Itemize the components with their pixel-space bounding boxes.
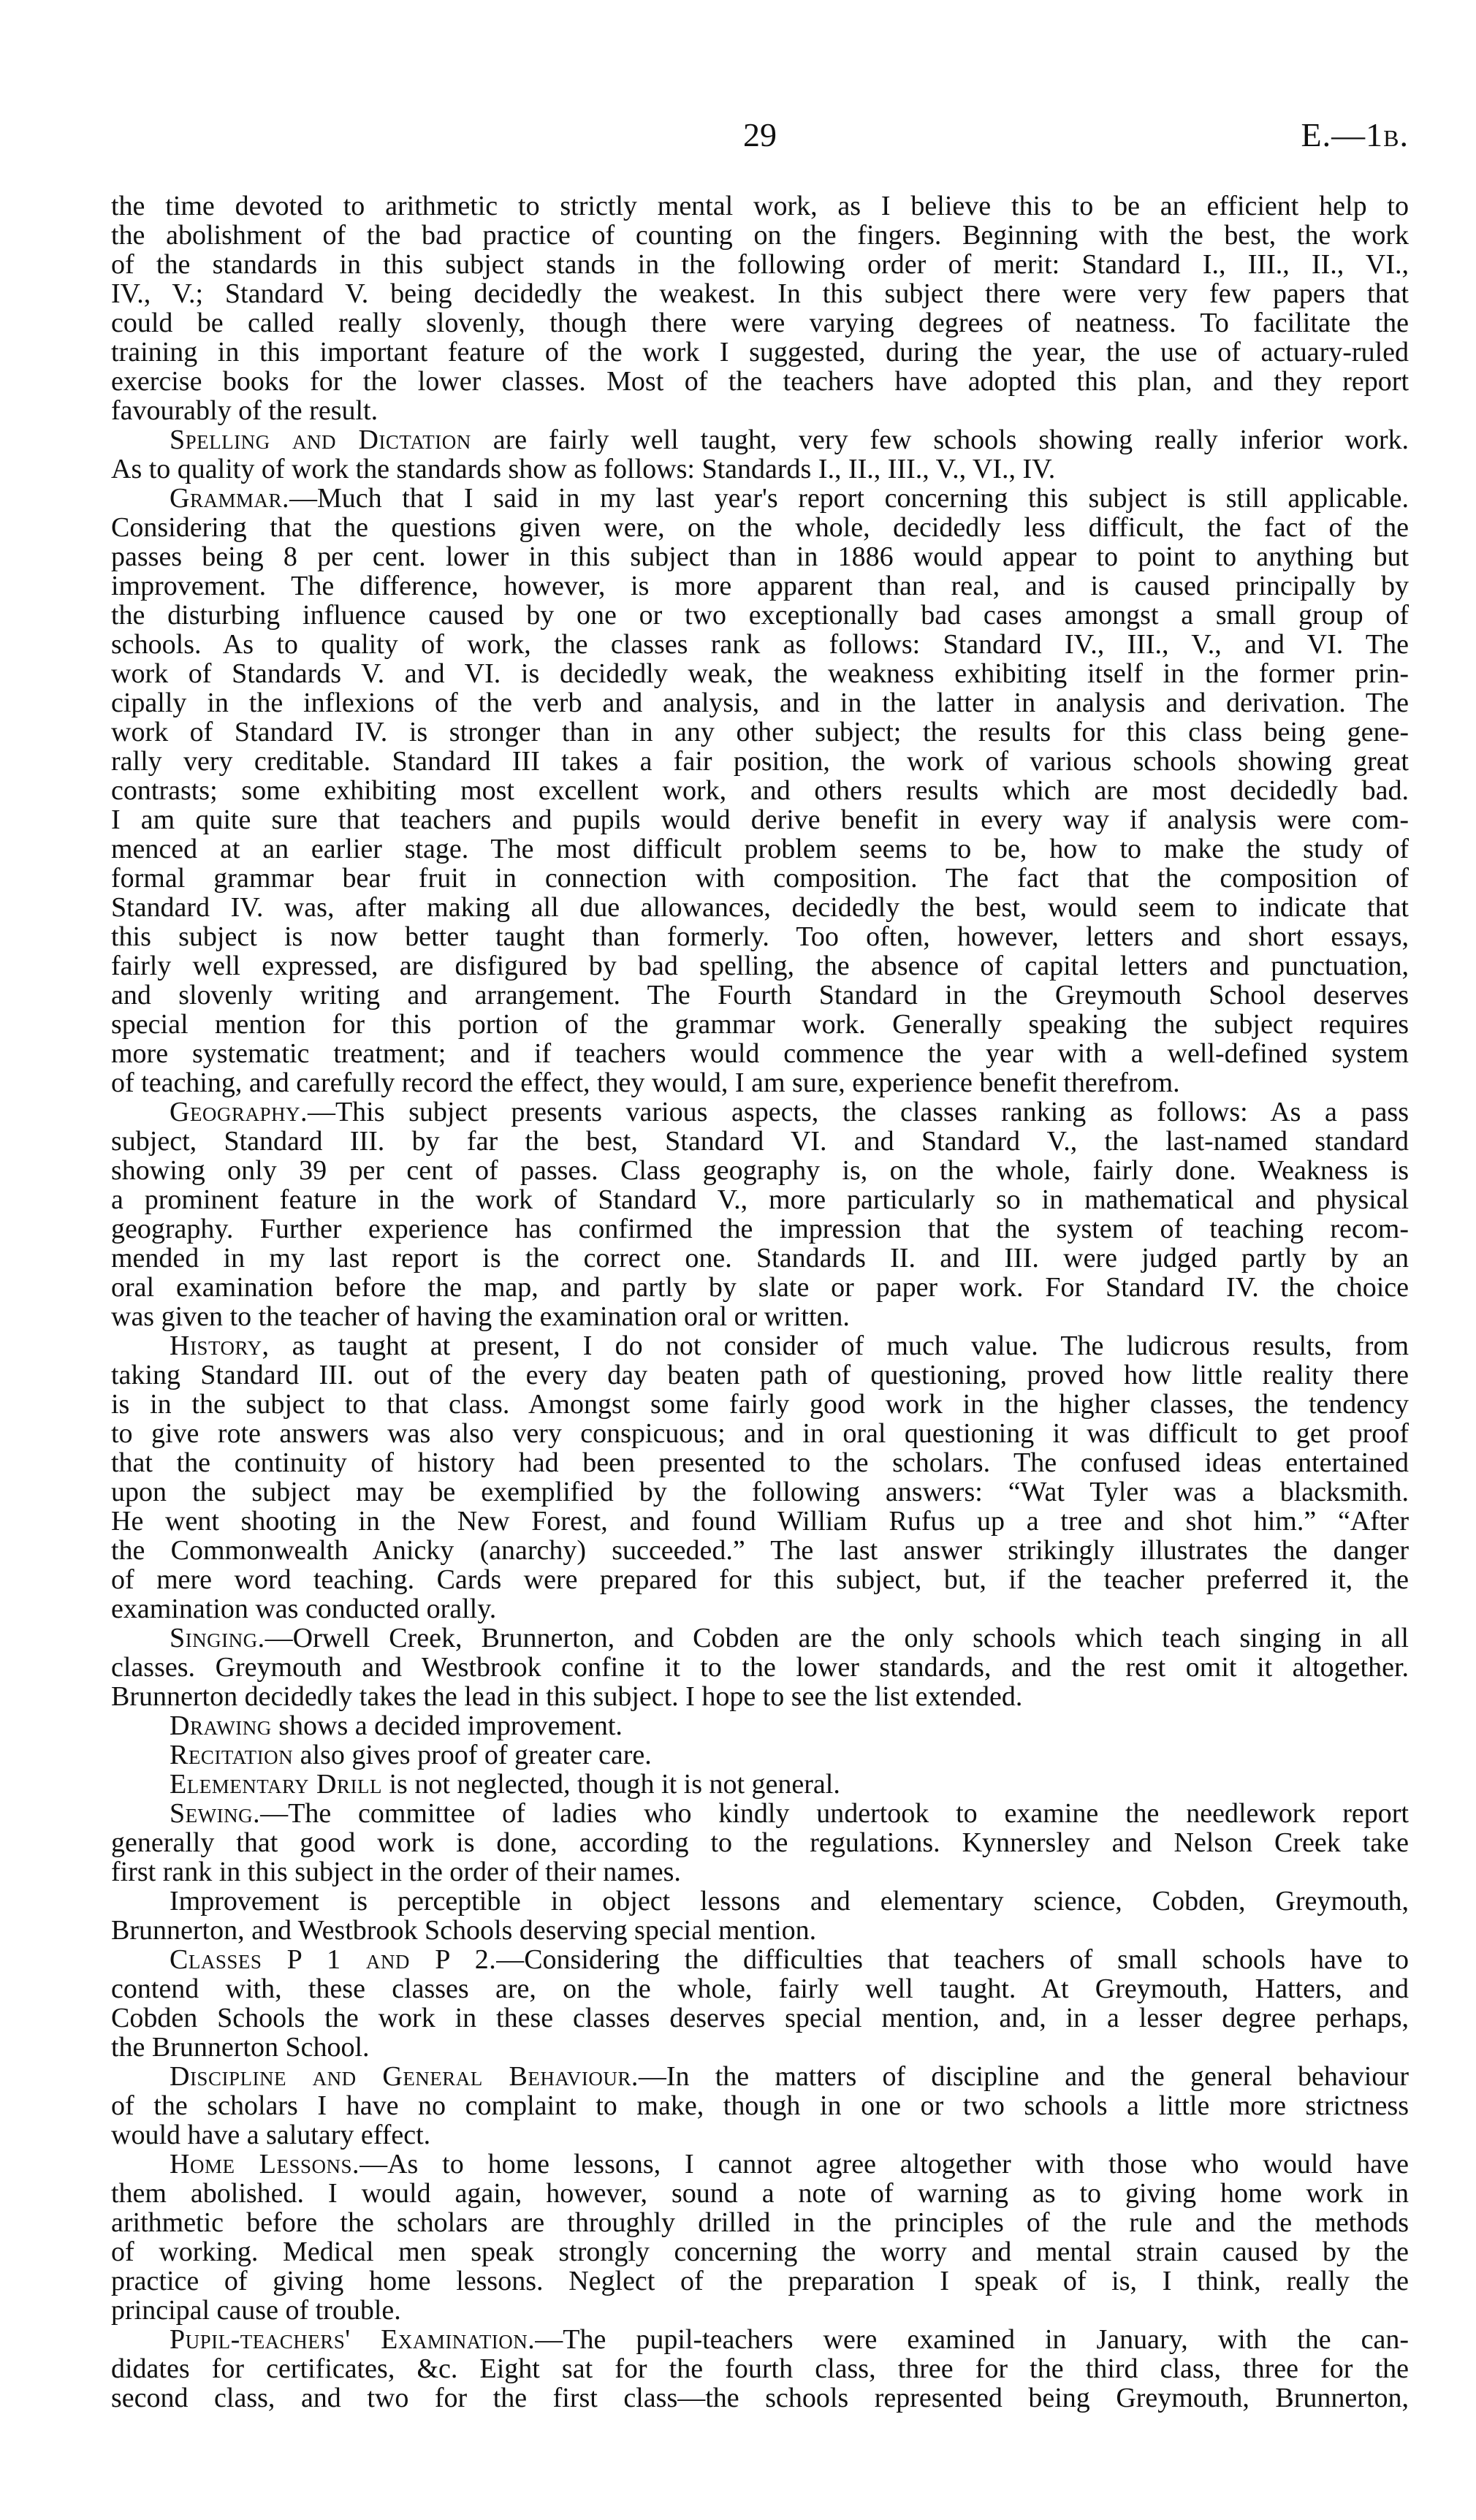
line-text: menced at an earlier stage. The most difficult problem seems to be, how to make the study of xyxy=(111,834,1409,864)
line-text: favourably of the result. xyxy=(111,395,378,426)
line-text: was given to the teacher of having the examination oral or written. xyxy=(111,1301,850,1332)
paragraph xyxy=(111,1887,1409,1945)
line-text: of teaching, and carefully record the effect, they would, I am sure, experience benefit therefrom. xyxy=(111,1067,1180,1098)
text-line xyxy=(111,513,1409,542)
line-text: could be called really slovenly, though there were varying degrees of neatness. To facilitate the xyxy=(111,308,1409,338)
section-heading: Spelling and Dictation xyxy=(170,425,471,455)
paragraph xyxy=(111,1740,1409,1770)
text-line xyxy=(111,1828,1409,1857)
text-line xyxy=(111,1507,1409,1536)
section-heading: Geography. xyxy=(170,1097,308,1127)
text-line xyxy=(111,1331,1409,1360)
text-line xyxy=(111,338,1409,367)
line-text: contrasts; some exhibiting most excellent work, and others results which are most decidedly bad. xyxy=(111,775,1409,806)
line-text: the Brunnerton School. xyxy=(111,2032,370,2063)
text-line xyxy=(111,659,1409,688)
text-line xyxy=(111,951,1409,981)
text-line xyxy=(111,1010,1409,1039)
line-text: second class, and two for the first class—the schools represented being Greymouth, Brunnerton, xyxy=(111,2383,1409,2413)
line-text: them abolished. I would again, however, sound a note of warning as to giving home work in xyxy=(111,2178,1409,2209)
text-line xyxy=(111,776,1409,805)
line-text: the Commonwealth Anicky (anarchy) succeeded.” The last answer strikingly illustrates the danger xyxy=(111,1535,1409,1566)
body-text xyxy=(111,191,1409,2413)
section-heading: Sewing. xyxy=(170,1798,261,1829)
line-text: improvement. The difference, however, is more apparent than real, and is caused principally by xyxy=(111,571,1409,601)
text-line xyxy=(111,1711,1409,1740)
text-line xyxy=(111,1214,1409,1244)
line-text: Brunnerton, and Westbrook Schools deserving special mention. xyxy=(111,1915,817,1946)
text-line xyxy=(111,1068,1409,1097)
line-text: examination was conducted orally. xyxy=(111,1594,497,1624)
section-heading: Pupil-teachers' Examination. xyxy=(170,2324,536,2355)
line-text: Brunnerton decidedly takes the lead in this subject. I hope to see the list extended. xyxy=(111,1681,1023,1712)
line-text: the time devoted to arithmetic to strictly mental work, as I believe this to be an efficient help to xyxy=(111,191,1409,221)
line-text: —In the matters of discipline and the general behaviour xyxy=(638,2061,1409,2092)
text-line xyxy=(111,1623,1409,1653)
text-line xyxy=(111,2383,1409,2413)
paragraph xyxy=(111,1799,1409,1887)
line-text: that the continuity of history had been presented to the scholars. The confused ideas entertained xyxy=(111,1447,1409,1478)
text-line xyxy=(111,1302,1409,1331)
line-text: schools. As to quality of work, the classes rank as follows: Standard IV., III., V., and VI. The xyxy=(111,629,1409,660)
text-line xyxy=(111,922,1409,951)
text-line xyxy=(111,1185,1409,1214)
line-text: —The committee of ladies who kindly undertook to examine the needlework report xyxy=(260,1798,1409,1829)
text-line xyxy=(111,893,1409,922)
text-line xyxy=(111,571,1409,601)
section-heading: Grammar. xyxy=(170,483,289,514)
line-text: cipally in the inflexions of the verb and analysis, and in the latter in analysis and derivation. The xyxy=(111,688,1409,718)
text-line xyxy=(111,1156,1409,1185)
text-line xyxy=(111,1653,1409,1682)
line-text: arithmetic before the scholars are throughly drilled in the principles of the rule and the methods xyxy=(111,2207,1409,2238)
text-line xyxy=(111,542,1409,571)
line-text: of the standards in this subject stands in the following order of merit: Standard I., III., II., VI., xyxy=(111,249,1409,280)
text-line xyxy=(111,279,1409,308)
line-text: contend with, these classes are, on the whole, fairly well taught. At Greymouth, Hatters, and xyxy=(111,1973,1409,2004)
section-heading: Drawing xyxy=(170,1710,272,1741)
text-line xyxy=(111,1273,1409,1302)
text-line xyxy=(111,1974,1409,2003)
line-text: As to quality of work the standards show as follows: Standards I., II., III., V., VI., IV. xyxy=(111,454,1056,484)
text-line xyxy=(111,805,1409,834)
line-text: would have a salutary effect. xyxy=(111,2120,431,2150)
paragraph xyxy=(111,1331,1409,1623)
line-text: —The pupil-teachers were examined in January, with the can- xyxy=(535,2324,1409,2355)
line-text: —Considering the difficulties that teachers of small schools have to xyxy=(496,1944,1410,1975)
text-line xyxy=(111,191,1409,221)
section-heading: History, xyxy=(170,1331,270,1361)
paragraph xyxy=(111,2150,1409,2325)
text-line xyxy=(111,864,1409,893)
text-line xyxy=(111,2120,1409,2150)
line-text: this subject is now better taught than formerly. Too often, however, letters and short essays, xyxy=(111,921,1409,952)
text-line xyxy=(111,747,1409,776)
section-heading: Home Lessons. xyxy=(170,2149,360,2180)
line-text: I am quite sure that teachers and pupils would derive benefit in every way if analysis were com- xyxy=(111,804,1409,835)
line-text: work of Standard IV. is stronger than in any other subject; the results for this class being gene- xyxy=(111,717,1409,747)
line-text: subject, Standard III. by far the best, Standard VI. and Standard V., the last-named standard xyxy=(111,1126,1409,1157)
line-text: IV., V.; Standard V. being decidedly the weakest. In this subject there were very few papers that xyxy=(111,278,1409,309)
line-text: Standard IV. was, after making all due allowances, decidedly the best, would seem to indicate that xyxy=(111,892,1409,923)
text-line xyxy=(111,1536,1409,1565)
line-text: of the scholars I have no complaint to make, though in one or two schools a little more strictness xyxy=(111,2090,1409,2121)
line-text: practice of giving home lessons. Neglect of the preparation I speak of is, I think, really the xyxy=(111,2266,1409,2296)
text-line xyxy=(111,2062,1409,2091)
section-heading: Recitation xyxy=(170,1740,294,1770)
line-text: showing only 39 per cent of passes. Class geography is, on the whole, fairly done. Weakness is xyxy=(111,1155,1409,1186)
text-line xyxy=(111,1916,1409,1945)
text-line xyxy=(111,1390,1409,1419)
line-text: of mere word teaching. Cards were prepared for this subject, but, if the teacher preferred it, the xyxy=(111,1564,1409,1595)
line-text: didates for certificates, &c. Eight sat for the fourth class, three for the third class, three for the xyxy=(111,2353,1409,2384)
text-line xyxy=(111,630,1409,659)
text-line xyxy=(111,425,1409,454)
text-line xyxy=(111,484,1409,513)
text-line xyxy=(111,981,1409,1010)
line-text: geography. Further experience has confirmed the impression that the system of teaching recom- xyxy=(111,1214,1409,1244)
line-text: more systematic treatment; and if teachers would commence the year with a well-defined system xyxy=(111,1038,1409,1069)
line-text: a prominent feature in the work of Standard V., more particularly so in mathematical and physical xyxy=(111,1184,1409,1215)
paragraph xyxy=(111,1770,1409,1799)
text-line xyxy=(111,2150,1409,2179)
paragraph xyxy=(111,1623,1409,1711)
line-text: training in this important feature of the work I suggested, during the year, the use of actuary-ruled xyxy=(111,337,1409,368)
text-line xyxy=(111,2325,1409,2354)
line-text: Cobden Schools the work in these classes deserves special mention, and, in a lesser degree perhaps, xyxy=(111,2003,1409,2033)
line-text: Considering that the questions given were, on the whole, decidedly less difficult, the fact of the xyxy=(111,512,1409,543)
text-line xyxy=(111,1244,1409,1273)
paragraph xyxy=(111,1945,1409,2062)
line-text: shows a decided improvement. xyxy=(271,1710,623,1741)
line-text: fairly well expressed, are disfigured by bad spelling, the absence of capital letters and punctuation, xyxy=(111,951,1409,981)
line-text: —Orwell Creek, Brunnerton, and Cobden are the only schools which teach singing in all xyxy=(265,1623,1409,1653)
document-reference: E.—1b. xyxy=(1301,116,1409,153)
section-heading: Classes P 1 and P 2. xyxy=(170,1944,497,1975)
line-text: first rank in this subject in the order of their names. xyxy=(111,1857,681,1887)
line-text: rally very creditable. Standard III takes a fair position, the work of various schools showing great xyxy=(111,746,1409,777)
text-line xyxy=(111,308,1409,338)
text-line xyxy=(111,2266,1409,2296)
line-text: taking Standard III. out of the every day beaten path of questioning, proved how little reality there xyxy=(111,1360,1409,1390)
section-heading: Elementary Drill xyxy=(170,1769,382,1800)
text-line xyxy=(111,717,1409,747)
text-line xyxy=(111,1419,1409,1448)
line-text: upon the subject may be exemplified by the following answers: “Wat Tyler was a blacksmith. xyxy=(111,1477,1409,1507)
line-text: the disturbing influence caused by one or two exceptionally bad cases amongst a small group of xyxy=(111,600,1409,631)
text-line xyxy=(111,1770,1409,1799)
line-text: classes. Greymouth and Westbrook confine it to the lower standards, and the rest omit it altogether. xyxy=(111,1652,1409,1683)
text-line xyxy=(111,1097,1409,1127)
line-text: —Much that I said in my last year's report concerning this subject is still applicable. xyxy=(289,483,1409,514)
line-text: and slovenly writing and arrangement. The Fourth Standard in the Greymouth School deserves xyxy=(111,980,1409,1010)
text-line xyxy=(111,2179,1409,2208)
text-line xyxy=(111,601,1409,630)
line-text: the abolishment of the bad practice of counting on the fingers. Beginning with the best, the work xyxy=(111,220,1409,251)
line-text: is not neglected, though it is not general. xyxy=(381,1769,840,1800)
paragraph xyxy=(111,1097,1409,1331)
line-text: passes being 8 per cent. lower in this subject than in 1886 would appear to point to anything but xyxy=(111,541,1409,572)
line-text: is in the subject to that class. Amongst some fairly good work in the higher classes, the tendency xyxy=(111,1389,1409,1420)
text-line xyxy=(111,2091,1409,2120)
line-text: Improvement is perceptible in object lessons and elementary science, Cobden, Greymouth, xyxy=(170,1886,1409,1916)
text-line xyxy=(111,250,1409,279)
text-line xyxy=(111,1740,1409,1770)
text-line xyxy=(111,1682,1409,1711)
paragraph xyxy=(111,425,1409,484)
line-text: —As to home lessons, I cannot agree altogether with those who would have xyxy=(360,2149,1409,2180)
text-line xyxy=(111,1945,1409,1974)
text-line xyxy=(111,2354,1409,2383)
text-line xyxy=(111,2003,1409,2033)
section-heading: Discipline and General Behaviour. xyxy=(170,2061,639,2092)
line-text: are fairly well taught, very few schools showing really inferior work. xyxy=(471,425,1410,455)
text-line xyxy=(111,1039,1409,1068)
line-text: principal cause of trouble. xyxy=(111,2295,401,2326)
text-line xyxy=(111,1448,1409,1477)
line-text: exercise books for the lower classes. Most of the teachers have adopted this plan, and they report xyxy=(111,366,1409,397)
text-line xyxy=(111,834,1409,864)
paragraph xyxy=(111,1711,1409,1740)
line-text: special mention for this portion of the grammar work. Generally speaking the subject requires xyxy=(111,1009,1409,1040)
text-line xyxy=(111,454,1409,484)
line-text: also gives proof of greater care. xyxy=(293,1740,652,1770)
line-text: work of Standards V. and VI. is decidedly weak, the weakness exhibiting itself in the former prin- xyxy=(111,658,1409,689)
line-text: He went shooting in the New Forest, and found William Rufus up a tree and shot him.” “After xyxy=(111,1506,1409,1537)
text-line xyxy=(111,2237,1409,2266)
line-text: formal grammar bear fruit in connection with composition. The fact that the composition of xyxy=(111,863,1409,894)
text-line xyxy=(111,1594,1409,1623)
page-number: 29 xyxy=(743,116,777,153)
text-line xyxy=(111,1360,1409,1390)
text-line xyxy=(111,221,1409,250)
paragraph xyxy=(111,2062,1409,2150)
text-line xyxy=(111,367,1409,396)
line-text: to give rote answers was also very conspicuous; and in oral questioning it was difficult to get proof xyxy=(111,1418,1409,1449)
text-line xyxy=(111,688,1409,717)
text-line xyxy=(111,1799,1409,1828)
line-text: generally that good work is done, according to the regulations. Kynnersley and Nelson Creek take xyxy=(111,1827,1409,1858)
text-line xyxy=(111,1857,1409,1887)
text-line xyxy=(111,2033,1409,2062)
line-text: mended in my last report is the correct one. Standards II. and III. were judged partly by an xyxy=(111,1243,1409,1274)
paragraph xyxy=(111,484,1409,1097)
line-text: as taught at present, I do not consider of much value. The ludicrous results, from xyxy=(269,1331,1409,1361)
text-line xyxy=(111,1127,1409,1156)
text-line xyxy=(111,1887,1409,1916)
text-line xyxy=(111,1477,1409,1507)
text-line xyxy=(111,1565,1409,1594)
line-text: —This subject presents various aspects, the classes ranking as follows: As a pass xyxy=(307,1097,1409,1127)
section-heading: Singing. xyxy=(170,1623,265,1653)
paragraph xyxy=(111,2325,1409,2413)
line-text: of working. Medical men speak strongly concerning the worry and mental strain caused by the xyxy=(111,2237,1409,2267)
text-line xyxy=(111,2208,1409,2237)
line-text: oral examination before the map, and partly by slate or paper work. For Standard IV. the choice xyxy=(111,1272,1409,1303)
text-line xyxy=(111,2296,1409,2325)
paragraph xyxy=(111,191,1409,425)
text-line xyxy=(111,396,1409,425)
